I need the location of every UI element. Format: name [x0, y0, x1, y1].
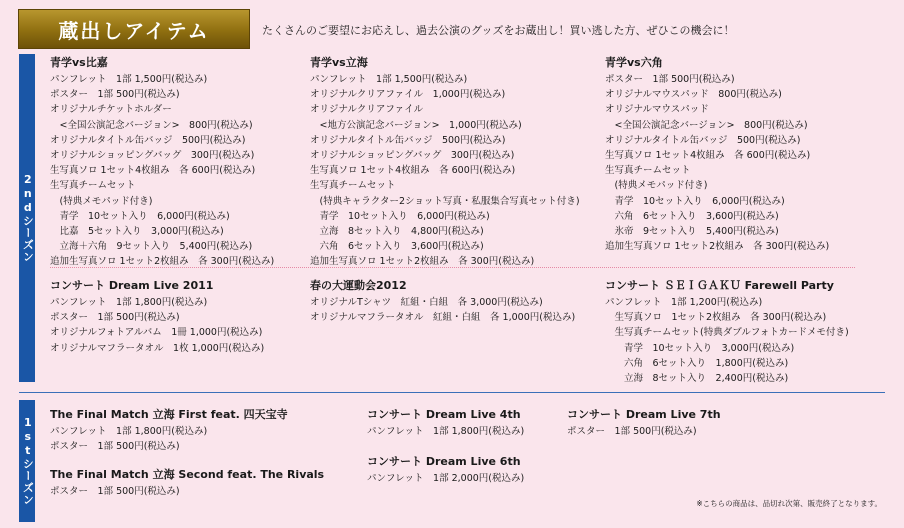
- item-line: 氷帝 9セット入り 5,400円(税込み): [605, 226, 779, 238]
- item-line: 生写真チームセット: [605, 165, 691, 177]
- block-heading: コンサート Dream Live 7th: [567, 408, 721, 421]
- item-line: パンフレット 1部 2,000円(税込み): [367, 473, 525, 484]
- block-heading: 青学vs比嘉: [50, 56, 108, 69]
- item-line: 六角 6セット入り 3,600円(税込み): [605, 210, 779, 222]
- item-line: オリジナルタイトル缶バッジ 500円(税込み): [310, 134, 506, 146]
- block-heading: コンサート ＳＥＩＧＡＫＵ Farewell Party: [605, 279, 834, 292]
- item-line: 生写真ソロ 1セット4枚組み 各 600円(税込み): [605, 150, 811, 162]
- item-line: パンフレット 1部 1,800円(税込み): [50, 426, 208, 437]
- block-dream-live-7th: [567, 407, 721, 439]
- item-line: <全国公演記念バージョン> 800円(税込み): [50, 119, 253, 131]
- item-line: パンフレット 1部 1,800円(税込み): [367, 426, 525, 437]
- item-line: オリジナルショッピングバッグ 300円(税込み): [310, 150, 515, 162]
- item-line: 立海 8セット入り 4,800円(税込み): [310, 226, 484, 238]
- item-line: ポスター 1部 500円(税込み): [567, 426, 697, 437]
- item-line: 生写真チームセット: [310, 180, 396, 192]
- item-line: ポスター 1部 500円(税込み): [50, 89, 180, 101]
- item-line: 生写真ソロ 1セット4枚組み 各 600円(税込み): [50, 165, 256, 177]
- season2-label: 2ndシーズン: [21, 173, 35, 263]
- item-line: パンフレット 1部 1,500円(税込み): [50, 74, 208, 85]
- item-line: オリジナルチケットホルダー: [50, 104, 172, 116]
- season2-sidebar: [19, 54, 35, 382]
- item-line: (特典キャラクター2ショット写真・私服集合写真セット付き): [310, 195, 580, 207]
- item-line: 生写真ソロ 1セット2枚組み 各 300円(税込み): [605, 312, 827, 324]
- block-first-feat: [50, 407, 288, 454]
- item-line: 追加生写真ソロ 1セット2枚組み 各 300円(税込み): [310, 256, 535, 268]
- item-line: オリジナルショッピングバッグ 300円(税込み): [50, 150, 255, 162]
- item-line: パンフレット 1部 1,500円(税込み): [310, 74, 468, 85]
- item-line: 追加生写真ソロ 1セット2枚組み 各 300円(税込み): [50, 256, 275, 268]
- block-heading: コンサート Dream Live 6th: [367, 455, 521, 468]
- item-line: パンフレット 1部 1,800円(税込み): [50, 297, 208, 308]
- block-seigaku-rokkaku: [605, 55, 829, 254]
- block-heading: コンサート Dream Live 4th: [367, 408, 521, 421]
- item-line: 立海 8セット入り 2,400円(税込み): [605, 373, 789, 385]
- item-line: オリジナルクリアファイル 1,000円(税込み): [310, 89, 506, 101]
- item-line: 青学 10セット入り 6,000円(税込み): [310, 210, 490, 222]
- item-line: (特典メモパッド付き): [50, 195, 153, 207]
- item-line: ポスター 1部 500円(税込み): [50, 312, 180, 324]
- block-heading: 青学vs六角: [605, 56, 663, 69]
- item-line: 青学 10セット入り 6,000円(税込み): [605, 195, 785, 207]
- block-seigaku-hyotei: [50, 55, 274, 270]
- block-seigaku-rikkai: [310, 55, 580, 270]
- item-line: 生写真チームセット: [50, 180, 136, 192]
- block-heading: The Final Match 立海 First feat. 四天宝寺: [50, 408, 288, 421]
- block-dream-live-6th: [367, 454, 524, 486]
- block-heading: 春の大運動会2012: [310, 279, 407, 292]
- season1-label: 1stシーズン: [21, 416, 35, 506]
- item-line: <地方公演記念バージョン> 1,000円(税込み): [310, 119, 522, 131]
- footer-note: ※こちらの商品は、品切れ次第、販売終了となります。: [696, 499, 882, 508]
- item-line: ポスター 1部 500円(税込み): [50, 441, 180, 453]
- item-line: オリジナルTシャツ 紅組・白組 各 3,000円(税込み): [310, 297, 543, 308]
- item-line: 青学 10セット入り 3,000円(税込み): [605, 342, 795, 354]
- block-undokai-2012: [310, 278, 575, 325]
- block-heading: The Final Match 立海 Second feat. The Rivals: [50, 468, 325, 481]
- item-line: (特典メモパッド付き): [605, 180, 708, 192]
- block-farewell-party: [605, 278, 849, 386]
- divider-solid: [19, 392, 885, 393]
- item-line: <全国公演記念バージョン> 800円(税込み): [605, 119, 808, 131]
- item-line: オリジナルマフラータオル 1枚 1,000円(税込み): [50, 342, 265, 354]
- item-line: ポスター 1部 500円(税込み): [50, 486, 180, 497]
- item-line: オリジナルタイトル缶バッジ 500円(税込み): [50, 134, 246, 146]
- item-line: 立海＋六角 9セット入り 5,400円(税込み): [50, 241, 253, 253]
- item-line: 六角 6セット入り 1,800円(税込み): [605, 357, 789, 369]
- item-line: 比嘉 5セット入り 3,000円(税込み): [50, 226, 224, 238]
- section-title-banner: [18, 9, 250, 49]
- item-line: オリジナルクリアファイル: [310, 104, 424, 116]
- intro-text: たくさんのご要望にお応えし、過去公演のグッズをお蔵出し！買い逃した方、ぜひこの機会に！: [262, 24, 735, 37]
- item-line: 六角 6セット入り 3,600円(税込み): [310, 241, 484, 253]
- divider-dotted: [50, 267, 855, 268]
- block-dream-live-2011: [50, 278, 264, 356]
- block-second-feat: [50, 467, 324, 499]
- block-heading: コンサート Dream Live 2011: [50, 279, 214, 292]
- item-line: ポスター 1部 500円(税込み): [605, 74, 735, 85]
- block-dream-live-4th: [367, 407, 524, 439]
- item-line: オリジナルフォトアルバム 1冊 1,000円(税込み): [50, 327, 263, 339]
- item-line: 生写真ソロ 1セット4枚組み 各 600円(税込み): [310, 165, 516, 177]
- item-line: オリジナルタイトル缶バッジ 500円(税込み): [605, 134, 801, 146]
- item-line: オリジナルマウスパッド 800円(税込み): [605, 89, 782, 101]
- item-line: 追加生写真ソロ 1セット2枚組み 各 300円(税込み): [605, 241, 830, 253]
- item-line: オリジナルマフラータオル 紅組・白組 各 1,000円(税込み): [310, 312, 576, 324]
- block-heading: 青学vs立海: [310, 56, 368, 69]
- season1-sidebar: [19, 400, 35, 522]
- item-line: オリジナルマウスパッド: [605, 104, 709, 116]
- item-line: パンフレット 1部 1,200円(税込み): [605, 297, 763, 308]
- item-line: 生写真チームセット(特典ダブルフォトカードメモ付き): [605, 327, 849, 339]
- item-line: 青学 10セット入り 6,000円(税込み): [50, 210, 230, 222]
- section-title: 蔵出しアイテム: [58, 18, 210, 43]
